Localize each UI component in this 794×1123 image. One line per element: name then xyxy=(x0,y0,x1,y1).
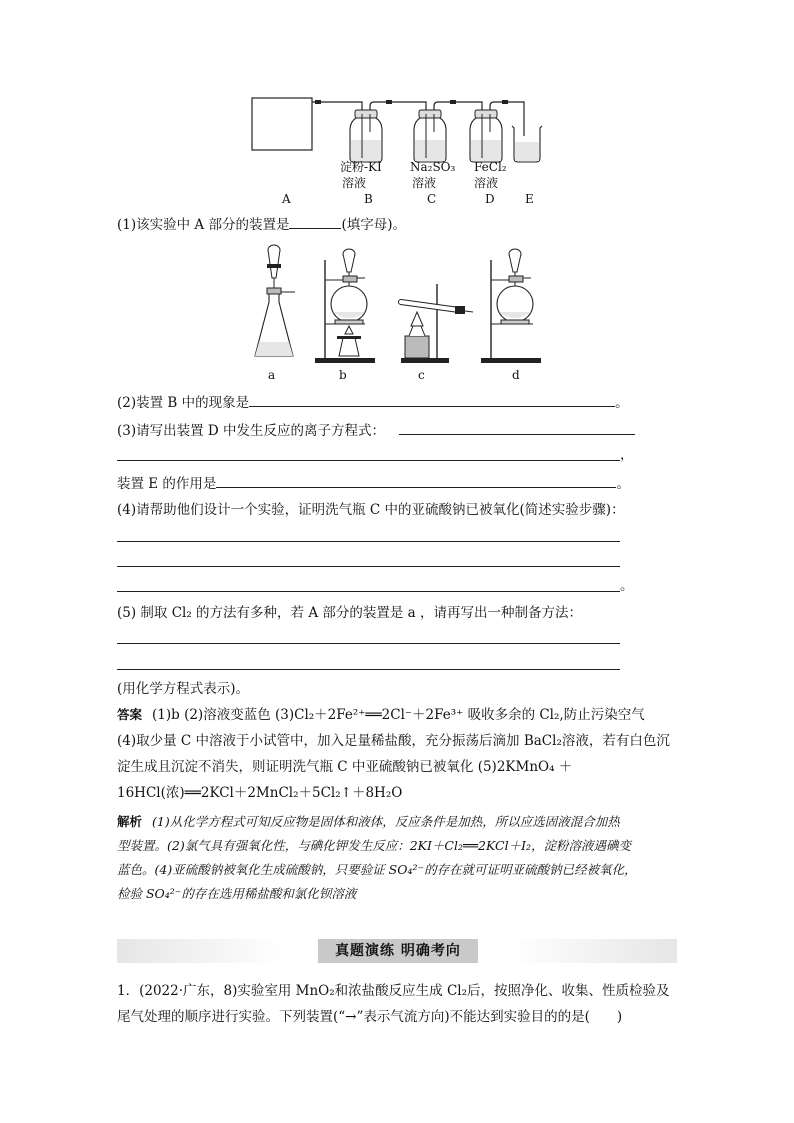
answer-line-3: 淀生成且沉淀不消失，则证明洗气瓶 C 中亚硫酸钠已被氧化 (5)2KMnO₄ ＋ xyxy=(117,759,573,775)
generator-apparatus-figure xyxy=(245,238,555,368)
figure2-label-a: a xyxy=(268,368,276,382)
q2-suffix: 。 xyxy=(615,395,629,411)
q1-text: (1)该实验中 A 部分的装置是 xyxy=(117,217,290,233)
figure1-label-d: D xyxy=(485,192,495,206)
q3-blank-3[interactable] xyxy=(216,473,616,488)
apparatus-d xyxy=(481,249,541,363)
apparatus-b xyxy=(315,249,375,363)
q3-line2-end: ， xyxy=(620,447,634,463)
explanation-line-4: 检验 SO₄²⁻的存在选用稀盐酸和氯化钡溶液 xyxy=(117,886,357,901)
answer-label: 答案 xyxy=(117,707,143,722)
q3-line3-text: 装置 E 的作用是 xyxy=(117,476,217,492)
problem-1 xyxy=(117,978,682,1030)
label-starch-ki: 淀粉-KI xyxy=(340,160,382,174)
figure2-label-c: c xyxy=(418,368,425,382)
question-1 xyxy=(117,214,406,234)
answer-line-4: 16HCl(浓)══2KCl＋2MnCl₂＋5Cl₂↑＋8H₂O xyxy=(117,785,403,801)
apparatus-chain-figure xyxy=(240,92,560,178)
label-solution-c: 溶液 xyxy=(412,176,437,190)
label-fecl2: FeCl₂ xyxy=(474,160,507,174)
section-title: 真题演练 明确考向 xyxy=(318,939,478,963)
figure2-label-d: d xyxy=(512,368,520,382)
question-3-line3 xyxy=(117,473,630,493)
q2-blank[interactable] xyxy=(249,392,615,407)
apparatus-c xyxy=(401,284,473,363)
question-2 xyxy=(117,392,629,412)
q5-blank-2[interactable] xyxy=(117,669,620,670)
problem-1-line-2: 尾气处理的顺序进行实验。下列装置(“→”表示气流方向)不能达到实验目的的是( ) xyxy=(117,1009,623,1025)
label-solution-d: 溶液 xyxy=(474,176,499,190)
question-5: (5) 制取 Cl₂ 的方法有多种，若 A 部分的装置是 a ，请再写出一种制备方法： xyxy=(117,605,583,621)
q4-blank-2[interactable] xyxy=(117,566,620,567)
answer-line-1: 答案 (1)b (2)溶液变蓝色 (3)Cl₂＋2Fe²⁺══2Cl⁻＋2Fe³⁺ 吸收多余的 Cl₂,防止污染空气 xyxy=(117,707,645,723)
figure1-label-e: E xyxy=(525,192,534,206)
question-3-line1 xyxy=(117,420,635,440)
q4-end: 。 xyxy=(620,578,634,594)
box-A xyxy=(252,98,312,150)
q3-text: (3)请写出装置 D 中发生反应的离子方程式： xyxy=(117,423,386,439)
q1-blank[interactable] xyxy=(289,214,341,229)
wash-bottle-C xyxy=(414,110,446,162)
wash-bottle-B xyxy=(350,110,382,162)
problem-1-line-1: 1．(2022·广东，8)实验室用 MnO₂和浓盐酸反应生成 Cl₂后，按照净化、收集、性质检验及 xyxy=(117,983,670,999)
q3-blank-1[interactable] xyxy=(399,420,635,435)
figure1-label-a: A xyxy=(282,192,291,206)
explanation-line-1: 解析 (1)从化学方程式可知反应物是固体和液体，反应条件是加热，所以应选固液混合加热 xyxy=(117,814,620,829)
figure2-label-b: b xyxy=(339,368,347,382)
q4-blank-3[interactable] xyxy=(117,591,620,592)
apparatus-a xyxy=(255,245,295,356)
q1-suffix: (填字母)。 xyxy=(341,217,407,233)
wash-bottle-D xyxy=(470,110,502,162)
q5-after: (用化学方程式表示)。 xyxy=(117,681,250,697)
answer-block xyxy=(117,702,682,806)
q5-blank-1[interactable] xyxy=(117,643,620,644)
q3-line3-end: 。 xyxy=(616,476,630,492)
explanation-block xyxy=(117,810,682,906)
explanation-label: 解析 xyxy=(117,814,143,829)
figure1-label-c: C xyxy=(427,192,437,206)
label-solution-b: 溶液 xyxy=(342,176,367,190)
beaker-E xyxy=(512,126,542,162)
explanation-line-3: 蓝色。(4)亚硫酸钠被氧化生成硫酸钠，只要验证 SO₄²⁻的存在就可证明亚硫酸钠已经被氧化， xyxy=(117,862,637,877)
label-na2so3: Na₂SO₃ xyxy=(410,160,456,174)
q3-blank-2[interactable] xyxy=(117,460,620,461)
question-4: (4)请帮助他们设计一个实验，证明洗气瓶 C 中的亚硫酸钠已被氧化(简述实验步骤)： xyxy=(117,502,625,518)
explanation-line-2: 型装置。(2)氯气具有强氧化性，与碘化钾发生反应：2KI＋Cl₂══2KCl＋I₂，淀粉溶液遇碘变 xyxy=(117,838,632,853)
answer-line-2: (4)取少量 C 中溶液于小试管中，加入足量稀盐酸，充分振荡后滴加 BaCl₂溶液，若有白色沉 xyxy=(117,733,670,749)
q2-text: (2)装置 B 中的现象是 xyxy=(117,395,250,411)
q4-blank-1[interactable] xyxy=(117,541,620,542)
figure1-label-b: B xyxy=(364,192,373,206)
